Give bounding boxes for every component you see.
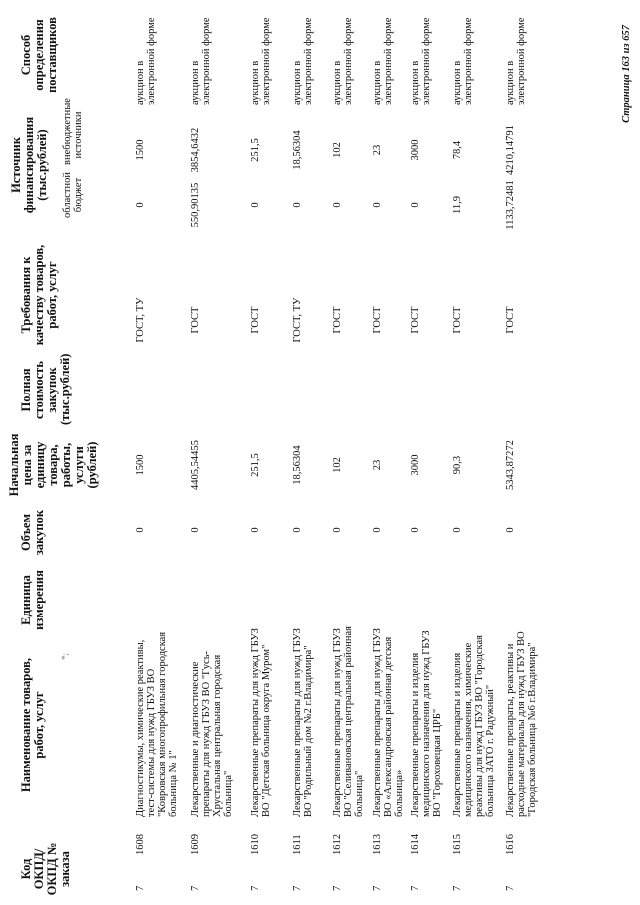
row-name: Лекарственные препараты для нужд ГБУЗ ВО «Александровская районная детская больница» xyxy=(372,628,405,817)
row-regional-budget: 550,90135 xyxy=(190,182,201,228)
row-method: аукцион в электронной форме xyxy=(505,17,527,105)
row-code: 7 xyxy=(135,885,146,891)
row-regional-budget: 0 xyxy=(250,202,261,208)
row-number: 1612 xyxy=(332,834,343,855)
row-volume: 0 xyxy=(190,527,201,533)
row-total: 251,5 xyxy=(250,453,261,477)
row-total: 90,3 xyxy=(452,455,463,475)
row-code: 7 xyxy=(452,885,463,891)
row-number: 1613 xyxy=(372,834,383,855)
row-extra-sources: 1500 xyxy=(135,139,146,161)
row-requirements: ГОСТ, ТУ xyxy=(135,297,146,343)
row-code: 7 xyxy=(332,885,343,891)
row-code: 7 xyxy=(250,885,261,891)
row-number: 1609 xyxy=(190,834,201,855)
row-extra-sources: 251,5 xyxy=(250,138,261,162)
row-total: 3000 xyxy=(410,454,421,476)
header-price: Начальная цена за единицу товара, работы, услуги (рублей) xyxy=(7,433,99,497)
row-requirements: ГОСТ, ТУ xyxy=(292,297,303,343)
row-volume: 0 xyxy=(410,527,421,533)
row-total: 1500 xyxy=(135,454,146,476)
row-method: аукцион в электронной форме xyxy=(135,17,157,105)
row-regional-budget: 0 xyxy=(332,202,343,208)
row-extra-sources: 23 xyxy=(372,144,383,156)
row-extra-sources: 3854,6432 xyxy=(190,127,201,173)
row-volume: 0 xyxy=(332,527,343,533)
row-number: 1614 xyxy=(410,834,421,855)
row-name: Лекарственные препараты и изделия медицинского назначения, химические реактивы для нужд ГБУЗ ВО "Городская больница ЗАТО г. Радужный" xyxy=(452,635,496,817)
row-total: 4405,54455 xyxy=(190,440,201,490)
row-number: 1616 xyxy=(505,834,516,855)
header-funding: Источник финансирования (тыс.рублей) xyxy=(9,116,49,214)
header-method: Способ определения поставщиков xyxy=(19,17,59,93)
row-method: аукцион в электронной форме xyxy=(190,17,212,105)
row-number: 1610 xyxy=(250,834,261,855)
row-extra-sources: 18,56304 xyxy=(292,130,303,170)
row-name: Лекарственные препараты для нужд ГБУЗ ВО "Детская больница округа Муром" xyxy=(250,628,272,817)
row-code: 7 xyxy=(505,885,516,891)
header-extra: внебюджетные источники xyxy=(62,98,84,165)
page-number: Страница 163 из 657 xyxy=(621,25,632,123)
row-name: Диагностикумы, химические реактивы, тест-системы для нужд ГБУЗ ВО "Ковровская многопрофильная городская больница № 1" xyxy=(135,631,179,817)
row-total: 18,56304 xyxy=(292,445,303,485)
row-requirements: ГОСТ xyxy=(372,306,383,334)
row-method: аукцион в электронной форме xyxy=(372,17,394,105)
header-unit: Единица измерения xyxy=(19,570,46,630)
row-code: 7 xyxy=(190,885,201,891)
row-method: аукцион в электронной форме xyxy=(410,17,432,105)
row-name: Лекарственные препараты для нужд ГБУЗ ВО "Селивановская центральная районная больница" xyxy=(332,626,365,817)
row-volume: 0 xyxy=(505,527,516,533)
row-number: 1608 xyxy=(135,834,146,855)
row-total: 5343,87272 xyxy=(505,440,516,490)
row-method: аукцион в электронной форме xyxy=(452,17,474,105)
row-method: аукцион в электронной форме xyxy=(250,17,272,105)
row-name: Лекарственные препараты для нужд ГБУЗ ВО "Родильный дом №2 г.Владимира" xyxy=(292,628,314,817)
header-total: Полная стоимость закупок (тыс.рублей) xyxy=(19,353,72,425)
row-code: 7 xyxy=(410,885,421,891)
row-volume: 0 xyxy=(452,527,463,533)
row-requirements: ГОСТ xyxy=(332,306,343,334)
row-extra-sources: 78,4 xyxy=(452,140,463,160)
row-volume: 0 xyxy=(135,527,146,533)
row-code: 7 xyxy=(372,885,383,891)
header-regional: областной бюджет xyxy=(62,172,84,218)
row-volume: 0 xyxy=(372,527,383,533)
row-regional-budget: 11,9 xyxy=(452,196,463,214)
row-code: 7 xyxy=(292,885,303,891)
row-regional-budget: 1133,72481 xyxy=(505,180,516,230)
row-requirements: ГОСТ xyxy=(410,306,421,334)
row-requirements: ГОСТ xyxy=(250,306,261,334)
stray-mark: *; xyxy=(60,652,70,660)
row-name: Лекарственные препараты, реактивы и расходные материалы для нужд ГБУЗ ВО "Городская больница №6 г.Владимира" xyxy=(505,631,538,817)
row-method: аукцион в электронной форме xyxy=(332,17,354,105)
row-extra-sources: 4210,14791 xyxy=(505,125,516,175)
row-volume: 0 xyxy=(250,527,261,533)
row-method: аукцион в электронной форме xyxy=(292,17,314,105)
header-volume: Объем закупок xyxy=(19,509,46,556)
row-regional-budget: 0 xyxy=(135,202,146,208)
row-requirements: ГОСТ xyxy=(452,306,463,334)
row-total: 23 xyxy=(372,459,383,471)
row-name: Лекарственные препараты и изделия медицинского назначения для нужд ГБУЗ ВО "Гороховецкая ЦРБ" xyxy=(410,630,443,817)
header-code: Код ОКПД/ ОКПД № заказа xyxy=(19,842,72,896)
row-requirements: ГОСТ xyxy=(190,306,201,334)
row-volume: 0 xyxy=(292,527,303,533)
row-requirements: ГОСТ xyxy=(505,306,516,334)
row-regional-budget: 0 xyxy=(372,202,383,208)
row-number: 1611 xyxy=(292,834,303,855)
header-name: Наименование товаров, работ, услуг xyxy=(19,657,46,793)
row-number: 1615 xyxy=(452,834,463,855)
row-regional-budget: 0 xyxy=(292,202,303,208)
row-extra-sources: 102 xyxy=(332,142,343,158)
row-total: 102 xyxy=(332,457,343,473)
row-extra-sources: 3000 xyxy=(410,139,421,161)
row-name: Лекарственные и диагностические препараты для нужд ГБУЗ ВО "Гусь-Хрустальная центральная городская больница" xyxy=(190,651,234,817)
header-requirements: Требования к качеству товаров, работ, услуг xyxy=(19,244,59,346)
row-regional-budget: 0 xyxy=(410,202,421,208)
